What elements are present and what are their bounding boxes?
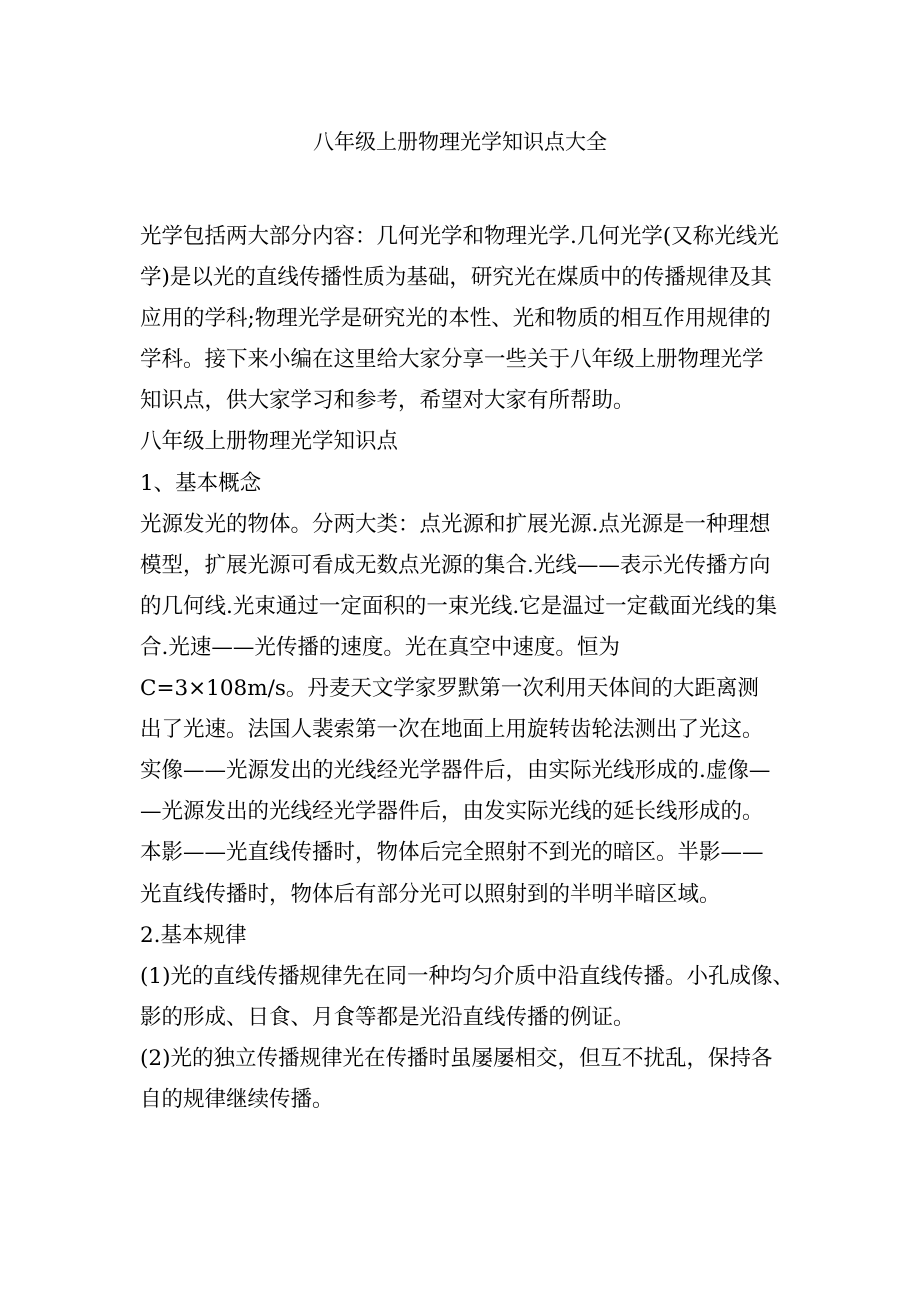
paragraph-line: —光源发出的光线经光学器件后，由发实际光线的延长线形成的。 [140, 799, 764, 825]
subsection-heading: 1、基本概念 [140, 470, 262, 496]
paragraph-line: 模型，扩展光源可看成无数点光源的集合.光线——表示光传播方向 [140, 552, 771, 578]
paragraph-line: 光学包括两大部分内容：几何光学和物理光学.几何光学(又称光线光 [140, 224, 779, 249]
paragraph-line: (2)光的独立传播规律光在传播时虽屡屡相交，但互不扰乱，保持各 [140, 1045, 773, 1071]
document-body [140, 216, 794, 1120]
section-heading: 八年级上册物理光学知识点 [140, 429, 399, 455]
paragraph-line: (1)光的直线传播规律先在同一种均匀介质中沿直线传播。小孔成像、 [140, 963, 794, 989]
paragraph-line: 应用的学科;物理光学是研究光的本性、光和物质的相互作用规律的 [140, 306, 771, 332]
paragraph-line: 的几何线.光束通过一定面积的一束光线.它是温过一定截面光线的集 [140, 593, 778, 619]
paragraph-line: 出了光速。法国人裴索第一次在地面上用旋转齿轮法测出了光这。 [140, 717, 764, 743]
paragraph-line: 本影——光直线传播时，物体后完全照射不到光的暗区。半影—— [140, 840, 764, 866]
paragraph-line: 实像——光源发出的光线经光学器件后，由实际光线形成的.虚像— [140, 758, 771, 784]
paragraph-line: 影的形成、日食、月食等都是光沿直线传播的例证。 [140, 1004, 635, 1030]
subsection-heading: 2.基本规律 [140, 922, 247, 948]
document-title: 八年级上册物理光学知识点大全 [313, 130, 607, 154]
paragraph-line: 知识点，供大家学习和参考，希望对大家有所帮助。 [140, 388, 635, 414]
paragraph-line: 学)是以光的直线传播性质为基础，研究光在煤质中的传播规律及其 [140, 265, 772, 291]
paragraph-line: 学科。接下来小编在这里给大家分享一些关于八年级上册物理光学 [140, 347, 764, 373]
paragraph-line: C=3×108m/s。丹麦天文学家罗默第一次利用天体间的大距离测 [140, 676, 759, 702]
paragraph-line: 自的规律继续传播。 [140, 1086, 334, 1112]
paragraph-line: 光源发光的物体。分两大类：点光源和扩展光源.点光源是一种理想 [140, 511, 771, 537]
paragraph-line: 光直线传播时，物体后有部分光可以照射到的半明半暗区域。 [140, 881, 721, 907]
paragraph-line: 合.光速——光传播的速度。光在真空中速度。恒为 [140, 634, 620, 660]
